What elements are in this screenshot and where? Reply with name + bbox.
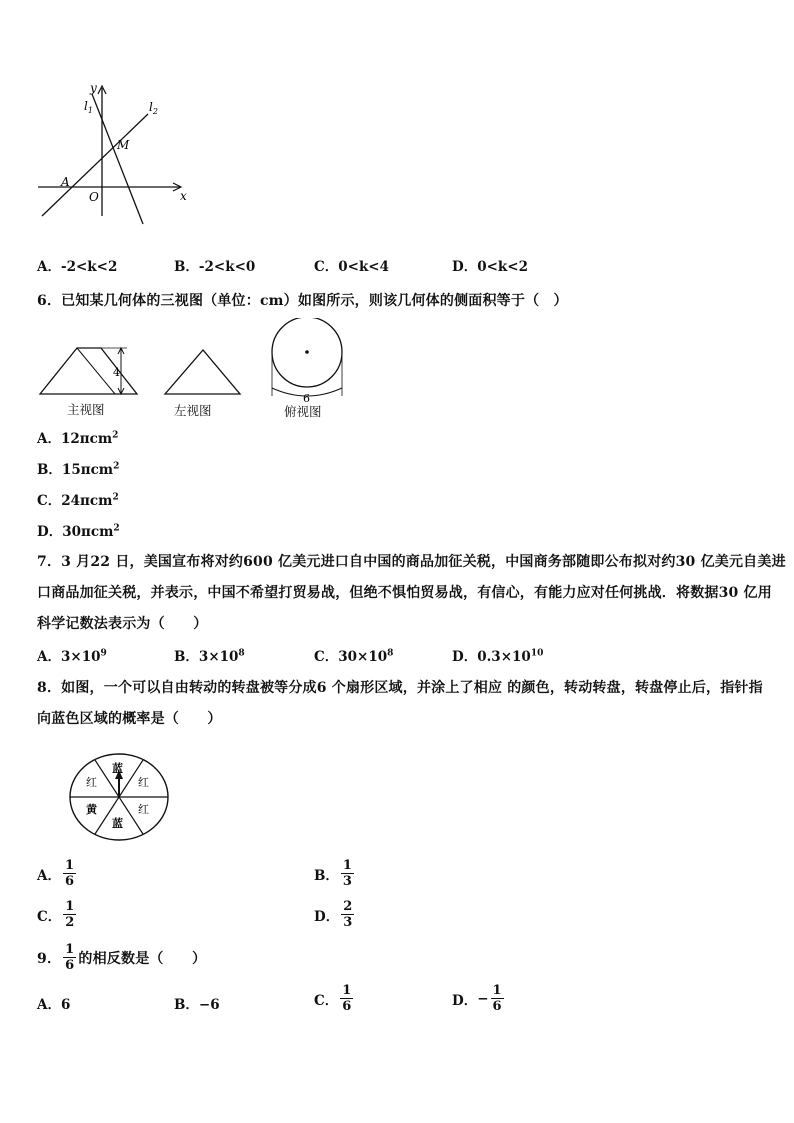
front-view-label: 主视图 — [67, 402, 105, 417]
q9-option-a[interactable]: A．6 — [37, 997, 71, 1013]
left-view-shape — [165, 350, 240, 394]
q7-option-d[interactable]: D．$0.3\times 10^{10}$ — [452, 648, 544, 665]
sector-lower-left: 黄 — [86, 803, 97, 816]
sector-upper-right: 红 — [138, 776, 149, 789]
origin-label: O — [89, 190, 99, 204]
spinner-wheel — [68, 752, 178, 842]
q7-option-c[interactable]: C．$30\times 10^8$ — [314, 648, 394, 665]
q8-option-c[interactable]: C． $\frac{1}{2}$ — [37, 899, 75, 930]
q5-option-d[interactable]: D．0<k<2 — [452, 259, 528, 275]
q9-option-d[interactable]: D． − $\frac{1}{6}$ — [452, 983, 502, 1014]
q8-stem-line1: 8．如图，一个可以自由转动的转盘被等分成6 个扇形区域，并涂上了相应 的颜色，转动转盘，转盘停止后，指针指 — [37, 680, 763, 696]
diameter-value: 6 — [303, 392, 310, 405]
q6-option-c[interactable]: C．24πcm$^2$ — [37, 492, 119, 509]
point-m-label: M — [117, 138, 130, 152]
point-a-label: A — [61, 175, 70, 189]
q8-option-a[interactable]: A． $\frac{1}{6}$ — [37, 858, 75, 889]
q5-option-c[interactable]: C．0<k<4 — [314, 259, 390, 275]
q6-option-b[interactable]: B．15πcm$^2$ — [37, 461, 120, 478]
sector-top: 蓝 — [112, 762, 123, 775]
q8-option-b[interactable]: B． $\frac{1}{3}$ — [314, 858, 352, 889]
sector-bottom: 蓝 — [112, 817, 123, 830]
q9-option-c[interactable]: C． $\frac{1}{6}$ — [314, 983, 352, 1014]
line-l1 — [92, 94, 143, 224]
q7-stem-line1: 7．3 月22 日，美国宣布将对约600 亿美元进口自中国的商品加征关税，中国商务部随即公布拟对约30 亿美元自美进 — [37, 554, 786, 570]
q9-option-b[interactable]: B．−6 — [174, 997, 220, 1013]
x-label: x — [180, 189, 187, 203]
q5-option-b[interactable]: B．-2<k<0 — [174, 259, 256, 275]
q9-stem: 9． $\frac{1}{6}$ 的相反数是（ ） — [37, 942, 207, 973]
sector-upper-left: 红 — [86, 776, 97, 789]
q6-option-d[interactable]: D．30πcm$^2$ — [37, 523, 120, 540]
q6-stem: 6．已知某几何体的三视图（单位：cm）如图所示，则该几何体的侧面积等于（ ） — [37, 293, 568, 309]
q7-stem-line2: 口商品加征关税，并表示，中国不希望打贸易战，但绝不惧怕贸易战，有信心，有能力应对任何挑战．将数据30 亿用 — [37, 585, 772, 601]
sector-lower-right: 红 — [138, 803, 149, 816]
top-view-center — [305, 350, 309, 354]
coordinate-graph — [30, 78, 200, 228]
q7-option-a[interactable]: A．$3\times 10^9$ — [37, 648, 107, 665]
height-value: 4 — [113, 366, 120, 379]
left-view-label: 左视图 — [174, 403, 212, 418]
q6-option-a[interactable]: A．12πcm$^2$ — [37, 430, 119, 447]
top-view-label: 俯视图 — [284, 404, 322, 419]
q7-option-b[interactable]: B．$3\times 10^8$ — [174, 648, 245, 665]
l1-label: $l_1$ — [84, 99, 93, 115]
q7-stem-line3: 科学记数法表示为（ ） — [37, 616, 208, 632]
l2-label: $l_2$ — [149, 100, 158, 116]
q8-stem-line2: 向蓝色区域的概率是（ ） — [37, 711, 222, 727]
front-view-shape — [40, 348, 137, 394]
y-label: y — [90, 81, 97, 95]
q5-option-a[interactable]: A．-2<k<2 — [37, 259, 118, 275]
q8-option-d[interactable]: D． $\frac{2}{3}$ — [314, 899, 353, 930]
